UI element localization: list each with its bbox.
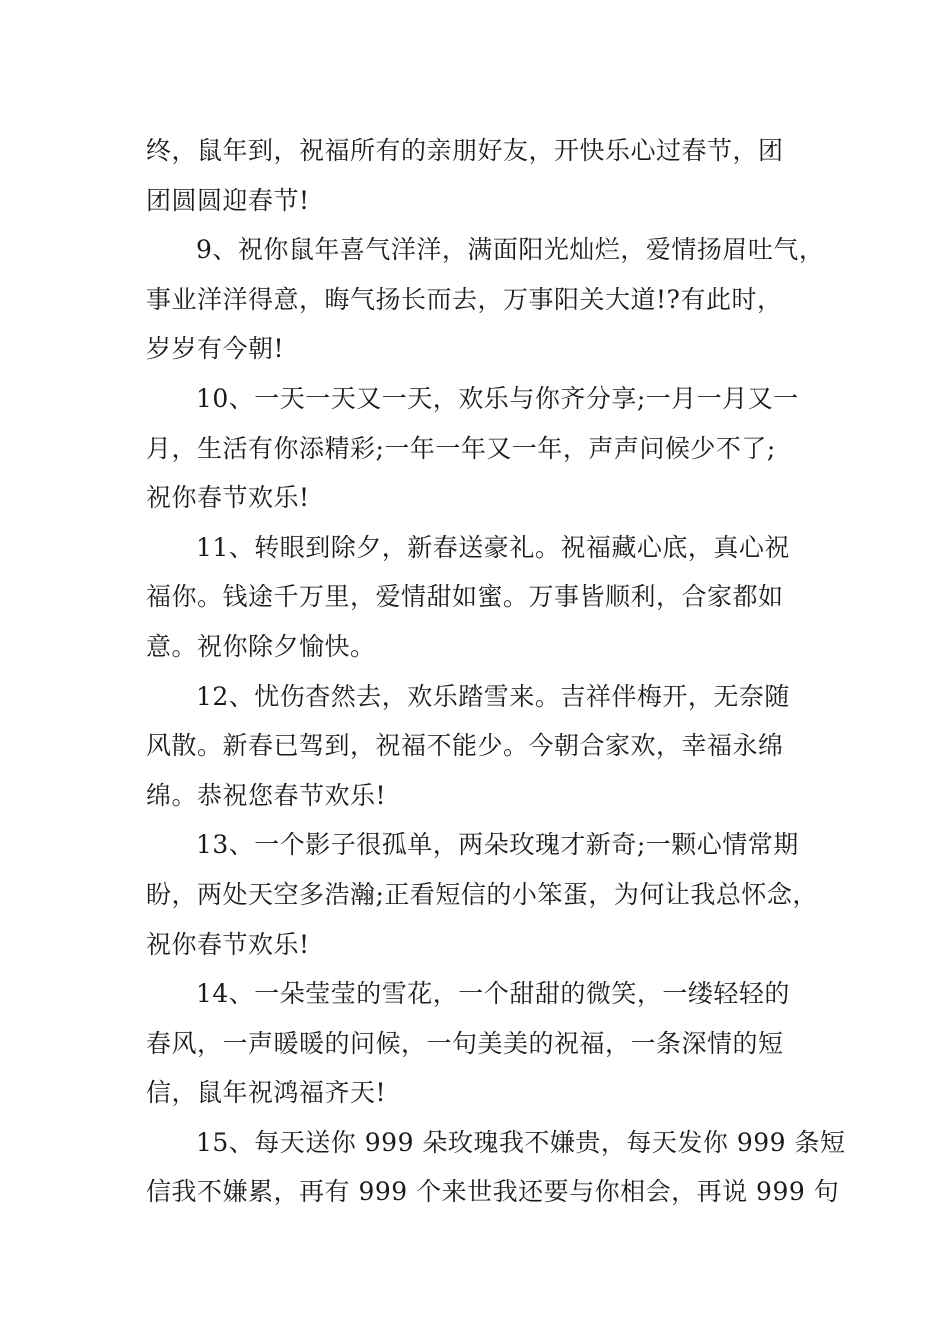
text-line: 盼，两处天空多浩瀚;正看短信的小笨蛋，为何让我总怀念，: [146, 879, 818, 909]
body-text: [146, 126, 846, 1217]
text-line: 15、每天送你 999 朵玫瑰我不嫌贵，每天发你 999 条短: [196, 1127, 846, 1157]
text-line: 10、一天一天又一天，欢乐与你齐分享;一月一月又一: [196, 383, 799, 413]
text-line: 绵。恭祝您春节欢乐!: [146, 780, 387, 810]
paragraph-item-14: [146, 969, 830, 1118]
text-line: 祝你春节欢乐!: [146, 929, 310, 959]
text-line: 13、一个影子很孤单，两朵玫瑰才新奇;一颗心情常期: [196, 830, 799, 860]
text-line: 14、一朵莹莹的雪花，一个甜甜的微笑，一缕轻轻的: [196, 979, 790, 1009]
text-line: 终，鼠年到，祝福所有的亲朋好友，开快乐心过春节，团: [146, 136, 784, 165]
text-line: 岁岁有今朝!: [146, 334, 285, 364]
text-line: 9、祝你鼠年喜气洋洋，满面阳光灿烂，爱情扬眉吐气，: [196, 235, 825, 265]
paragraph-continuation: [146, 126, 830, 225]
text-line: 12、忧伤杳然去，欢乐踏雪来。吉祥伴梅开，无奈随: [196, 681, 790, 711]
paragraph-item-15: [146, 1118, 846, 1217]
text-line: 祝你春节欢乐!: [146, 483, 310, 513]
text-line: 月，生活有你添精彩;一年一年又一年，声声问候少不了;: [146, 433, 776, 463]
text-line: 意。祝你除夕愉快。: [146, 631, 376, 661]
text-line: 春风，一声暖暖的问候，一句美美的祝福，一条深情的短: [146, 1028, 784, 1058]
paragraph-item-11: [146, 523, 830, 672]
text-line: 事业洋洋得意，晦气扬长而去，万事阳关大道!?有此时，: [146, 284, 783, 314]
text-line: 福你。钱途千万里，爱情甜如蜜。万事皆顺利，合家都如: [146, 582, 784, 612]
text-line: 风散。新春已驾到，祝福不能少。今朝合家欢，幸福永绵: [146, 731, 784, 761]
text-line: 团圆圆迎春节!: [146, 185, 310, 215]
paragraph-item-9: [146, 225, 830, 374]
text-line: 11、转眼到除夕，新春送豪礼。祝福藏心底，真心祝: [196, 532, 790, 562]
text-line: 信我不嫌累，再有 999 个来世我还要与你相会，再说 999 句: [146, 1177, 840, 1207]
paragraph-item-12: [146, 672, 830, 821]
paragraph-item-13: [146, 820, 830, 969]
text-line: 信，鼠年祝鸿福齐天!: [146, 1078, 387, 1108]
paragraph-item-10: [146, 374, 830, 523]
